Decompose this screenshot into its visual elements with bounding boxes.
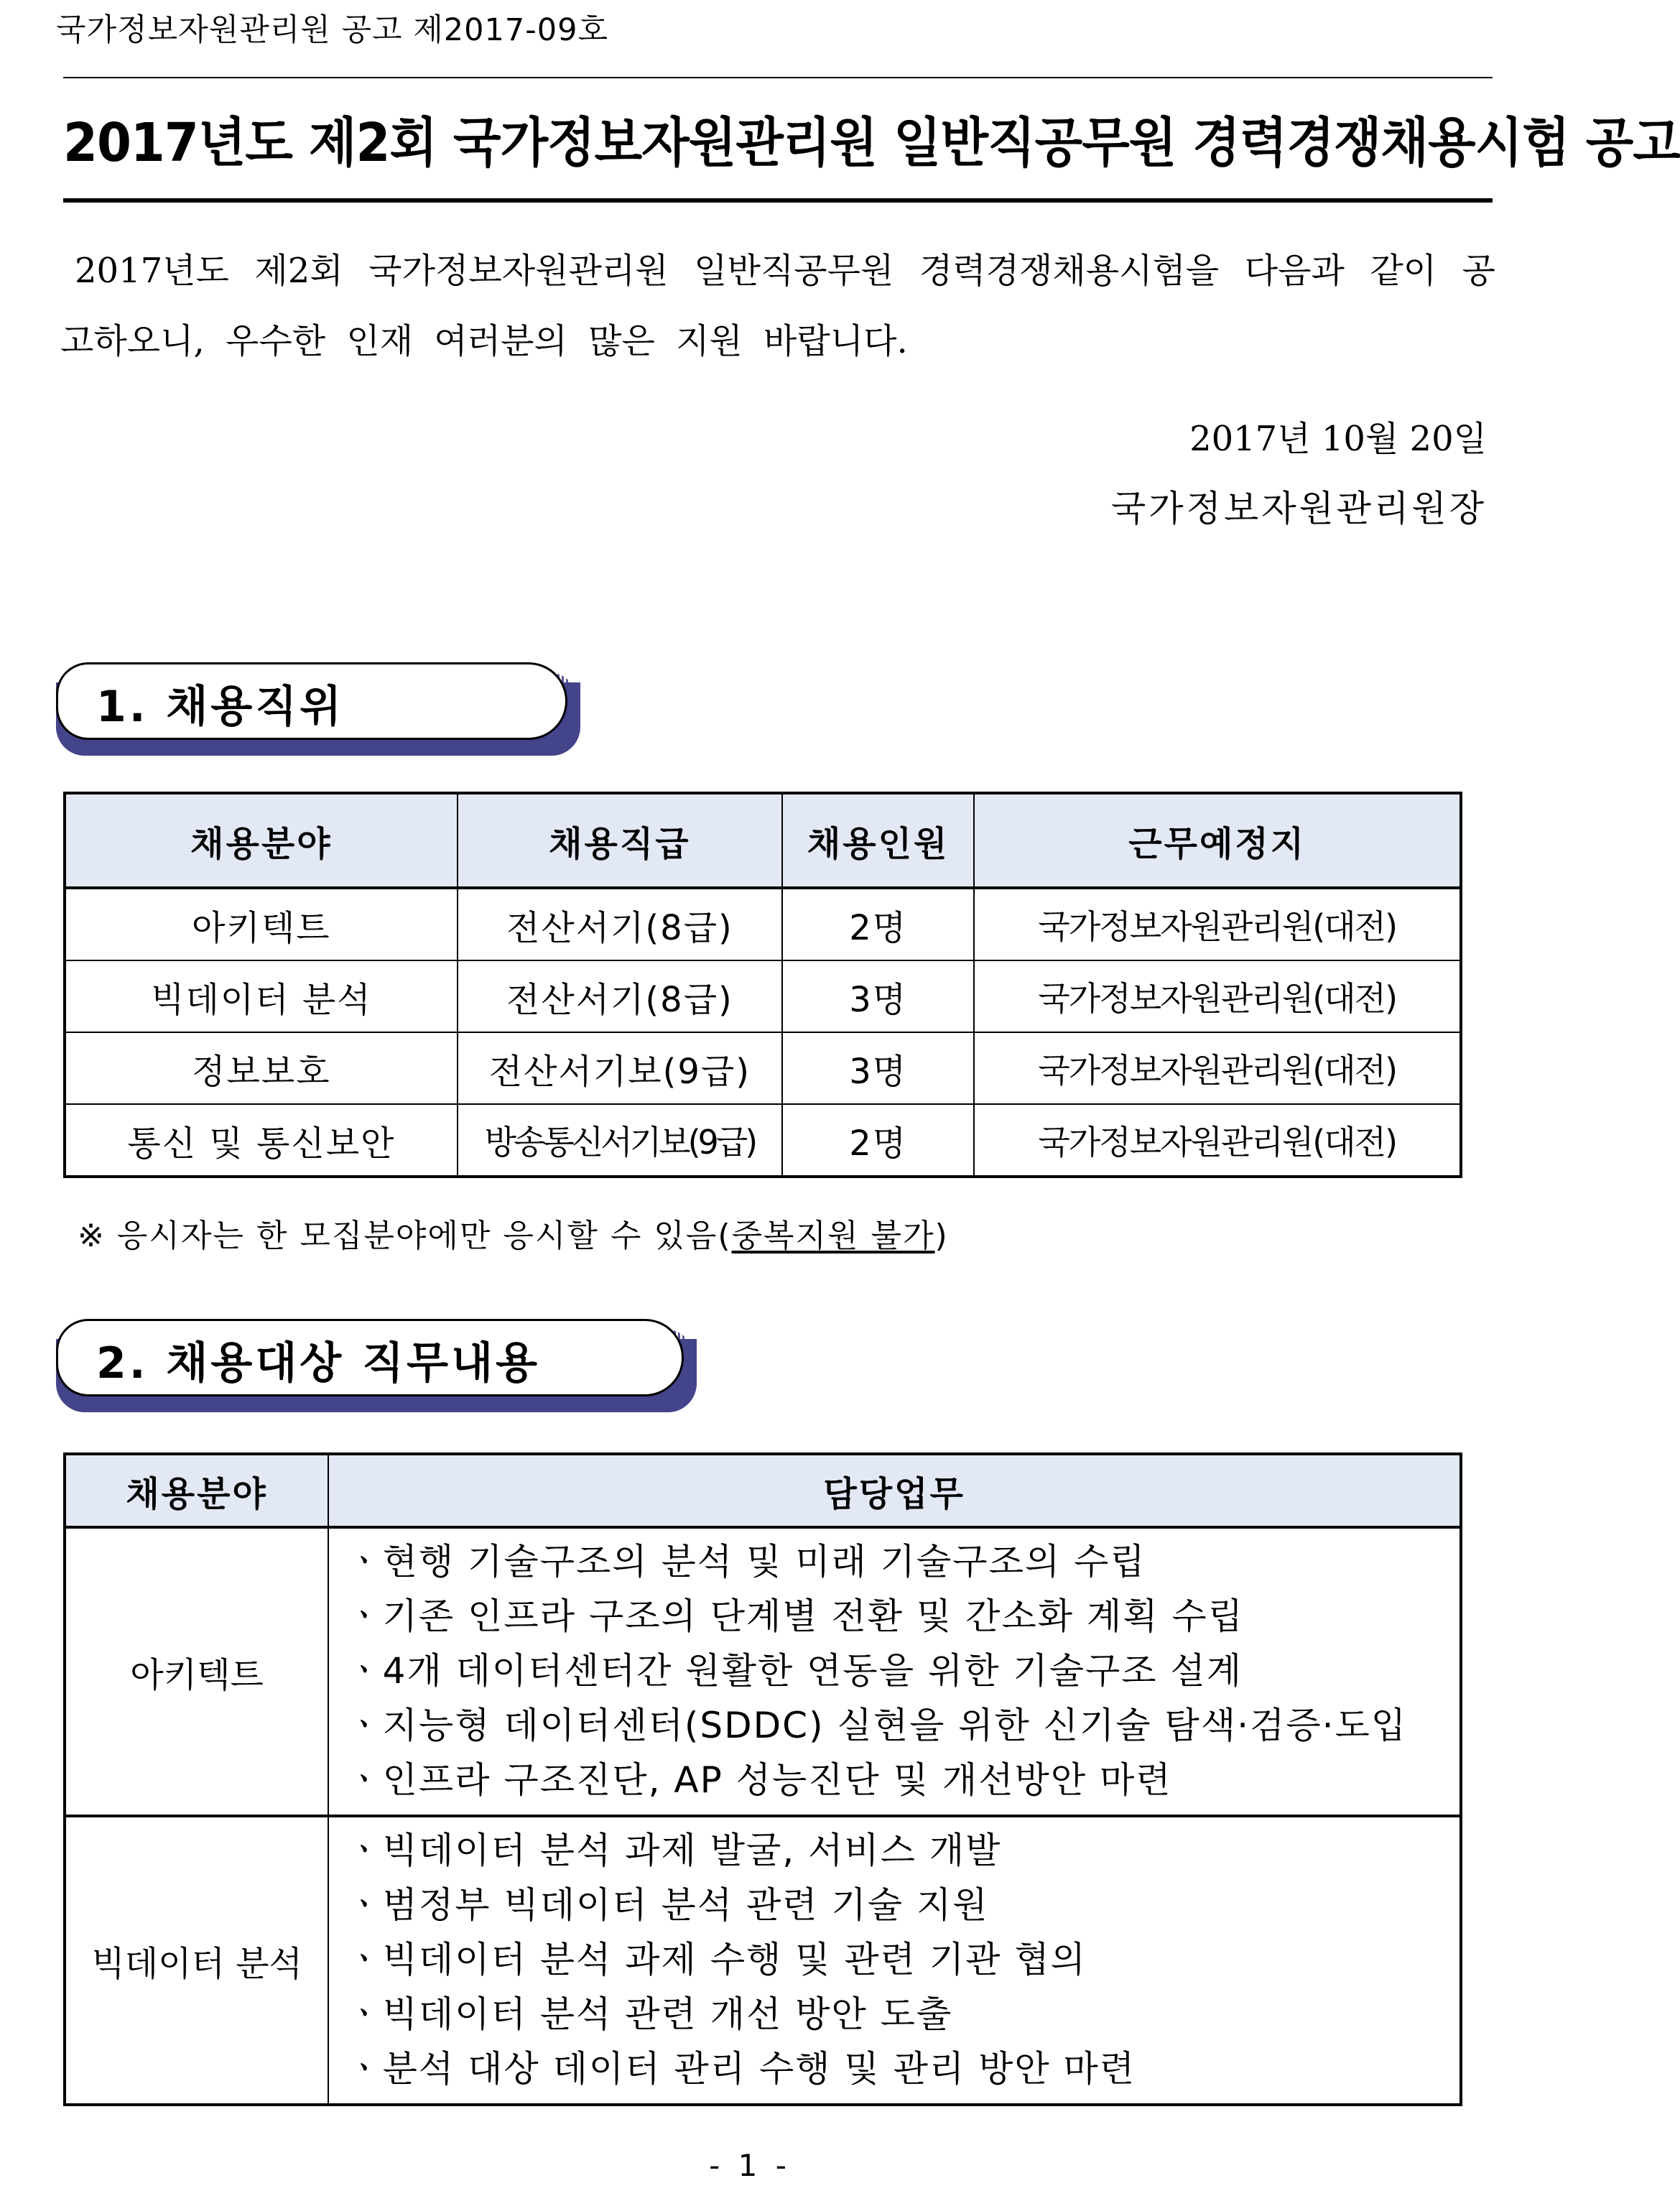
duty-item: ㆍ분석 대상 데이터 관리 수행 및 관리 방안 마련 [346, 2048, 1136, 2090]
table-row [65, 1816, 1461, 2105]
duty-item: ㆍ현행 기술구조의 분석 및 미래 기술구조의 수립 [346, 1541, 1146, 1583]
location-cell: 국가정보자원관리원(대전) [974, 1032, 1461, 1104]
table-row [65, 1527, 1461, 1816]
section-1-heading [56, 662, 567, 740]
field-cell: 정보보호 [65, 1032, 458, 1104]
duty-item: ㆍ인프라 구조진단, AP 성능진단 및 개선방안 마련 [346, 1759, 1172, 1801]
field-cell: 빅데이터 분석 [65, 1816, 328, 2105]
location-cell: 국가정보자원관리원(대전) [974, 888, 1461, 960]
column-header: 담당업무 [328, 1454, 1461, 1527]
field-cell: 아키텍트 [65, 888, 458, 960]
column-header: 채용분야 [65, 793, 458, 888]
grade-cell: 전산서기(8급) [458, 960, 782, 1032]
field-cell: 통신 및 통신보안 [65, 1104, 458, 1177]
column-header: 근무예정지 [974, 793, 1461, 888]
count-cell: 3명 [782, 1032, 974, 1104]
grade-cell: 방송통신서기보(9급) [458, 1104, 782, 1177]
duty-item: ㆍ빅데이터 분석 관련 개선 방안 도출 [346, 1993, 953, 2035]
table-row [65, 1104, 1461, 1177]
title-divider [63, 198, 1493, 203]
header-divider [63, 77, 1493, 78]
duties-table [63, 1452, 1462, 2106]
duty-item: ㆍ4개 데이터센터간 원활한 연동을 위한 기술구조 설계 [346, 1650, 1243, 1692]
grade-cell: 전산서기보(9급) [458, 1032, 782, 1104]
duties-cell [328, 1527, 1461, 1816]
note-text: ※ 응시자는 한 모집분야에만 응시할 수 있음( [78, 1218, 732, 1254]
count-cell: 2명 [782, 1104, 974, 1177]
count-cell: 3명 [782, 960, 974, 1032]
column-header: 채용분야 [65, 1454, 328, 1527]
note-suffix: ) [934, 1218, 949, 1254]
section-1-title: 1. 채용직위 [96, 682, 345, 732]
field-cell: 빅데이터 분석 [65, 960, 458, 1032]
intro-text: 2017년도 제2회 국가정보자원관리원 일반직공무원 경력경쟁채용시험을 다음과 같이 공고하오니, 우수한 인재 여러분의 많은 지원 바랍니다. [60, 251, 1495, 361]
positions-table [63, 792, 1462, 1178]
duties-table-header [65, 1454, 1461, 1527]
table-row [65, 960, 1461, 1032]
table-row [65, 888, 1461, 960]
column-header: 채용직급 [458, 793, 782, 888]
note-emphasis: 중복지원 불가 [731, 1218, 935, 1254]
announcement-date: 2017년 10월 20일 [1189, 419, 1487, 459]
grade-cell: 전산서기(8급) [458, 888, 782, 960]
duties-cell [328, 1816, 1461, 2105]
document-title: 2017년도 제2회 국가정보자원관리원 일반직공무원 경력경쟁채용시험 공고 [63, 112, 1680, 174]
section-2-heading [56, 1319, 684, 1396]
section-2-title: 2. 채용대상 직무내용 [96, 1338, 540, 1389]
field-cell: 아키텍트 [65, 1527, 328, 1816]
notice-number: 국가정보자원관리원 공고 제2017-09호 [56, 12, 608, 48]
duty-item: ㆍ기존 인프라 구조의 단계별 전환 및 간소화 계획 수립 [346, 1595, 1245, 1637]
positions-table-header [65, 793, 1461, 888]
duty-item: ㆍ빅데이터 분석 과제 발굴, 서비스 개발 [346, 1830, 1002, 1871]
intro-paragraph [60, 236, 1495, 376]
count-cell: 2명 [782, 888, 974, 960]
location-cell: 국가정보자원관리원(대전) [974, 1104, 1461, 1177]
page-number: - 1 - [709, 2148, 791, 2183]
table-row [65, 1032, 1461, 1104]
duty-item: ㆍ빅데이터 분석 과제 수행 및 관련 기관 협의 [346, 1939, 1087, 1980]
issuer-name: 국가정보자원관리원장 [1111, 488, 1487, 529]
location-cell: 국가정보자원관리원(대전) [974, 960, 1461, 1032]
duty-item: ㆍ지능형 데이터센터(SDDC) 실현을 위한 신기술 탐색·검증·도입 [346, 1705, 1408, 1746]
application-note [78, 1210, 949, 1256]
duty-item: ㆍ범정부 빅데이터 분석 관련 기술 지원 [346, 1884, 989, 1926]
column-header: 채용인원 [782, 793, 974, 888]
